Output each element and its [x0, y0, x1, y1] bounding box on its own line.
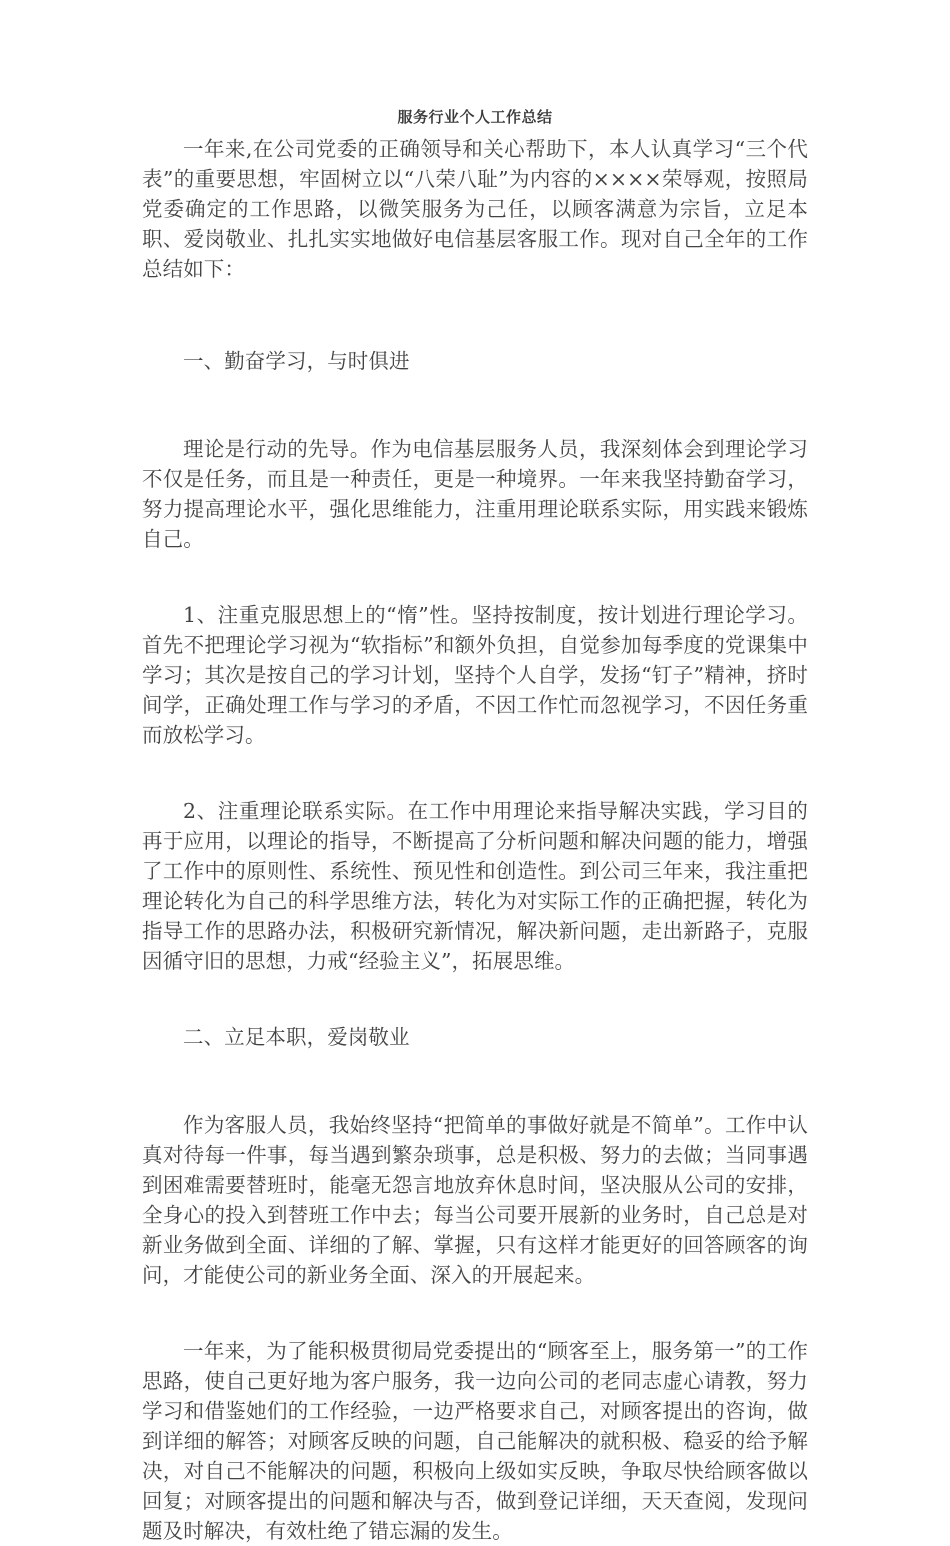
section-heading-1: 一、勤奋学习，与时俱进	[183, 349, 410, 373]
document-content	[142, 106, 808, 1546]
spacer-before-heading-2	[142, 976, 808, 1022]
spacer-after-heading-2	[142, 1052, 808, 1110]
paragraph-2-1: 作为客服人员，我始终坚持“把简单的事做好就是不简单”。工作中认真对待每一件事，每当遇到繁杂琐事，总是积极、努力的去做；当同事遇到困难需要替班时，能毫无怨言地放弃休息时间，坚决服从公司的安排，全身心的投入到替班工作中去；每当公司要开展新的业务时，自己总是对新业务做到全面、详细的了解、掌握，只有这样才能更好的回答顾客的询问，才能使公司的新业务全面、深入的开展起来。	[142, 1113, 808, 1287]
spacer-before-paragraph-1-3	[142, 750, 808, 796]
spacer-before-paragraph-2-2	[142, 1290, 808, 1336]
paragraph-1-1: 理论是行动的先导。作为电信基层服务人员，我深刻体会到理论学习不仅是任务，而且是一种责任，更是一种境界。一年来我坚持勤奋学习，努力提高理论水平，强化思维能力，注重用理论联系实际，用实践来锻炼自己。	[142, 437, 808, 551]
paragraph-intro: 一年来,在公司党委的正确领导和关心帮助下，本人认真学习“三个代表”的重要思想，牢固树立以“八荣八耻”为内容的××××荣辱观，按照局党委确定的工作思路，以微笑服务为己任，以顾客满意为宗旨，立足本职、爱岗敬业、扎扎实实地做好电信基层客服工作。现对自己全年的工作总结如下：	[142, 137, 808, 281]
document-title: 服务行业个人工作总结	[397, 108, 553, 126]
spacer-after-heading-1	[142, 376, 808, 434]
spacer-before-heading-1	[142, 284, 808, 346]
section-heading-2: 二、立足本职，爱岗敬业	[183, 1025, 410, 1049]
paragraph-2-2: 一年来，为了能积极贯彻局党委提出的“顾客至上，服务第一”的工作思路，使自己更好地为客户服务，我一边向公司的老同志虚心请教，努力学习和借鉴她们的工作经验，一边严格要求自己，对顾客提出的咨询，做到详细的解答；对顾客反映的问题，自己能解决的就积极、稳妥的给予解决，对自己不能解决的问题，积极向上级如实反映，争取尽快给顾客做以回复；对顾客提出的问题和解决与否，做到登记详细，天天查阅，发现问题及时解决，有效杜绝了错忘漏的发生。	[142, 1339, 808, 1543]
paragraph-1-3: 2、注重理论联系实际。在工作中用理论来指导解决实践，学习目的再于应用，以理论的指导，不断提高了分析问题和解决问题的能力，增强了工作中的原则性、系统性、预见性和创造性。到公司三年来，我注重把理论转化为自己的科学思维方法，转化为对实际工作的正确把握，转化为指导工作的思路办法，积极研究新情况，解决新问题，走出新路子，克服因循守旧的思想，力戒“经验主义”，拓展思维。	[142, 799, 808, 973]
spacer-before-paragraph-1-2	[142, 554, 808, 600]
paragraph-1-2: 1、注重克服思想上的“惰”性。坚持按制度，按计划进行理论学习。首先不把理论学习视为“软指标”和额外负担，自觉参加每季度的党课集中学习；其次是按自己的学习计划，坚持个人自学，发扬“钉子”精神，挤时间学，正确处理工作与学习的矛盾，不因工作忙而忽视学习，不因任务重而放松学习。	[142, 603, 808, 747]
